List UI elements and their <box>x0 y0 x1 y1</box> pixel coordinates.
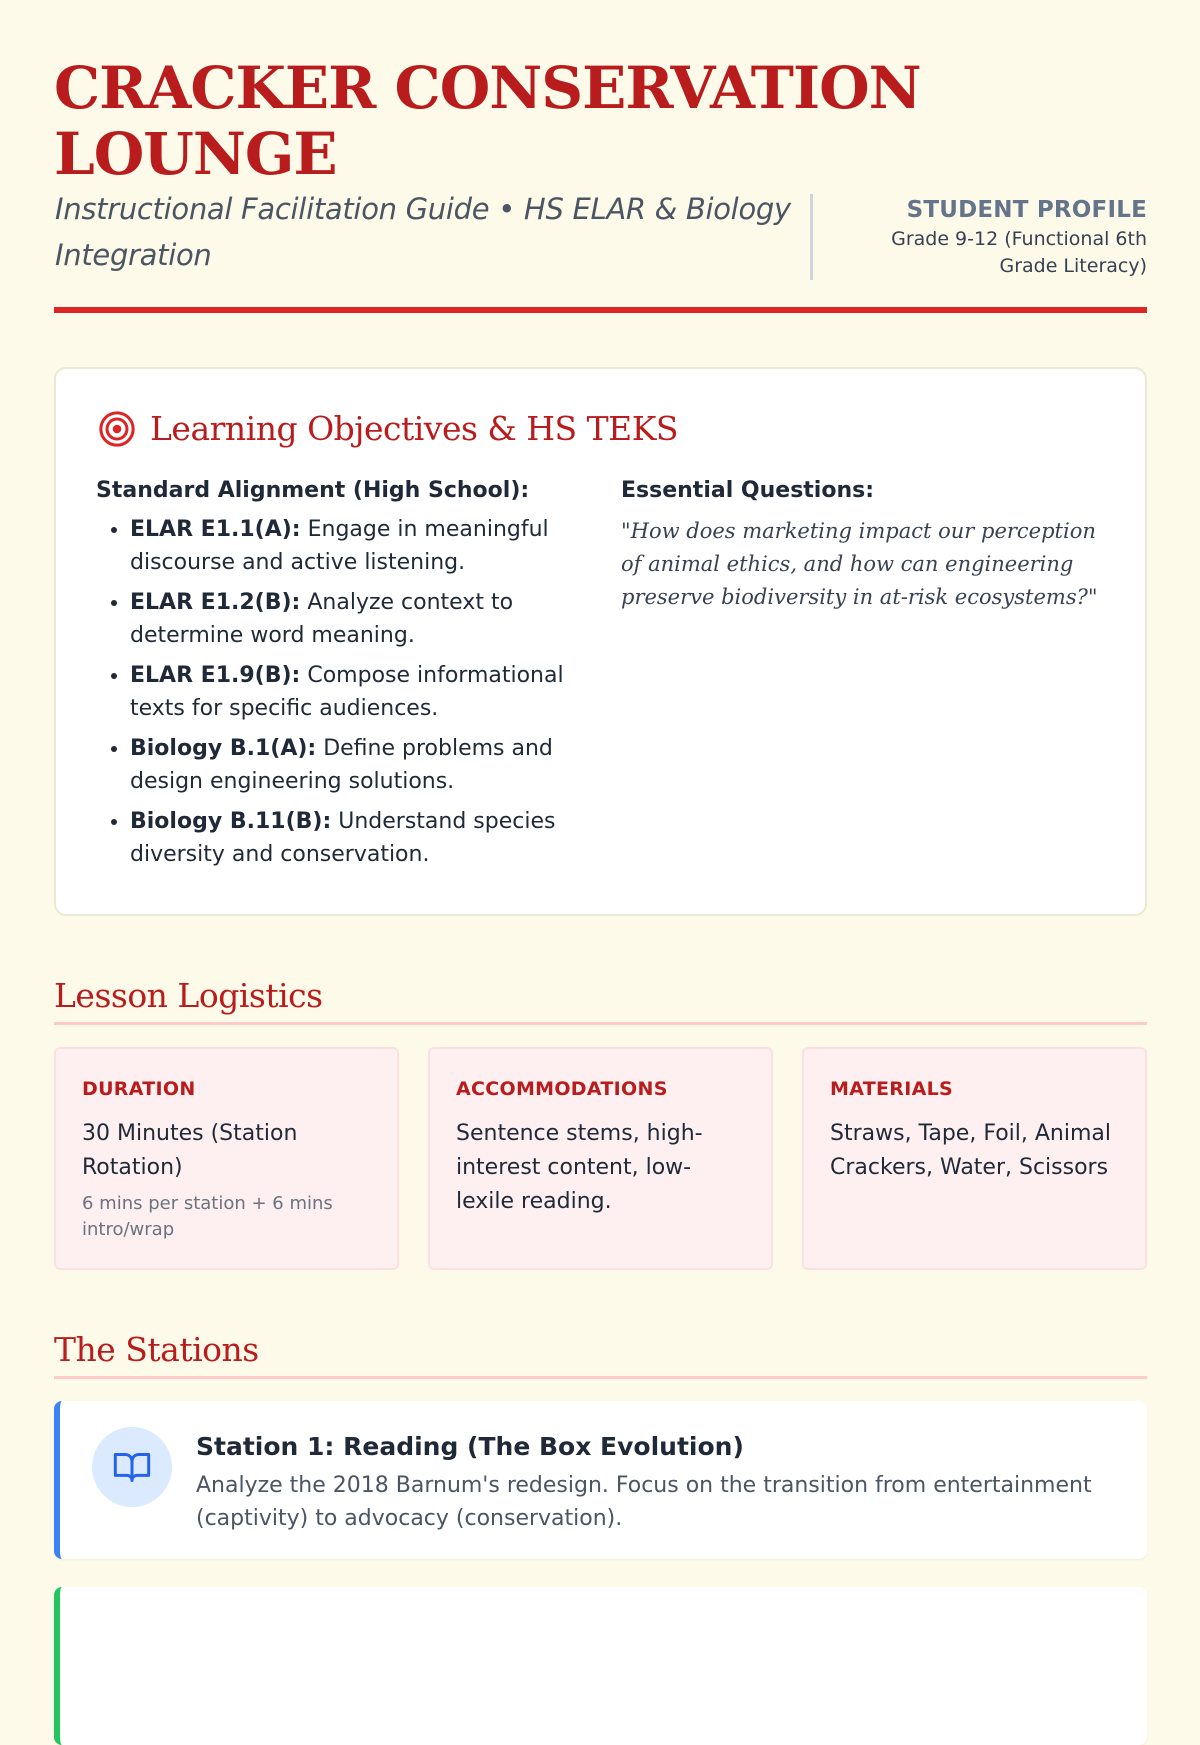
standard-code: ELAR E1.2(B): <box>130 590 301 615</box>
student-profile-label: STUDENT PROFILE <box>906 197 1147 223</box>
questions-heading: Essential Questions: <box>621 478 875 503</box>
station-icon-wrap <box>92 1427 172 1507</box>
essential-question: "How does marketing impact our perception of animal ethics, and how can engineering preserve biodiversity in at-risk ecosystems?" <box>621 519 1098 609</box>
materials-card <box>802 1047 1147 1270</box>
accommodations-label: ACCOMMODATIONS <box>456 1078 668 1100</box>
standard-code: Biology B.11(B): <box>130 809 332 834</box>
standard-text: Compose informational texts for specific audiences. <box>130 663 564 721</box>
standard-item <box>130 659 576 725</box>
header-divider <box>810 194 813 280</box>
station-card-next <box>54 1587 1147 1745</box>
student-profile-value: Grade 9-12 (Functional 6th Grade Literacy) <box>891 228 1147 277</box>
questions-column <box>621 477 1101 614</box>
duration-card <box>54 1047 399 1270</box>
accommodations-card <box>428 1047 773 1270</box>
standards-list <box>96 513 576 871</box>
objectives-title: Learning Objectives & HS TEKS <box>150 409 679 448</box>
station-title: Station 1: Reading (The Box Evolution) <box>196 1432 744 1461</box>
duration-note: 6 mins per station + 6 mins intro/wrap <box>82 1193 333 1240</box>
station-card <box>54 1401 1147 1559</box>
standard-text: Understand species diversity and conservation. <box>130 809 556 867</box>
student-profile <box>847 196 1147 280</box>
book-icon <box>112 1447 152 1487</box>
logistics-title: Lesson Logistics <box>54 976 1147 1025</box>
page-title: CRACKER CONSERVATION LOUNGE <box>54 54 921 188</box>
standard-item <box>130 586 576 652</box>
objectives-header <box>98 409 678 448</box>
standard-code: Biology B.1(A): <box>130 736 317 761</box>
stations-title: The Stations <box>54 1330 1147 1379</box>
duration-value: 30 Minutes (Station Rotation) <box>82 1121 298 1180</box>
standard-text: Define problems and design engineering solutions. <box>130 736 553 794</box>
target-icon <box>98 410 136 448</box>
standard-item <box>130 805 576 871</box>
standards-column <box>96 477 576 878</box>
objectives-card <box>54 367 1147 916</box>
accommodations-value: Sentence stems, high-interest content, low-lexile reading. <box>456 1121 703 1214</box>
station-description: Analyze the 2018 Barnum's redesign. Focus on the transition from entertainment (captivity) to advocacy (conservation). <box>196 1473 1092 1531</box>
standard-item <box>130 732 576 798</box>
standard-text: Analyze context to determine word meaning. <box>130 590 514 648</box>
materials-value: Straws, Tape, Foil, Animal Crackers, Water, Scissors <box>830 1121 1111 1180</box>
standards-heading: Standard Alignment (High School): <box>96 478 530 503</box>
page-subtitle: Instructional Facilitation Guide • HS ELAR & Biology Integration <box>55 192 791 272</box>
duration-label: DURATION <box>82 1078 196 1100</box>
header-rule <box>54 307 1147 313</box>
station-text <box>196 1431 1116 1535</box>
standard-item <box>130 513 576 579</box>
materials-label: MATERIALS <box>830 1078 953 1100</box>
standard-text: Engage in meaningful discourse and active listening. <box>130 517 549 575</box>
standard-code: ELAR E1.1(A): <box>130 517 301 542</box>
standard-code: ELAR E1.9(B): <box>130 663 301 688</box>
